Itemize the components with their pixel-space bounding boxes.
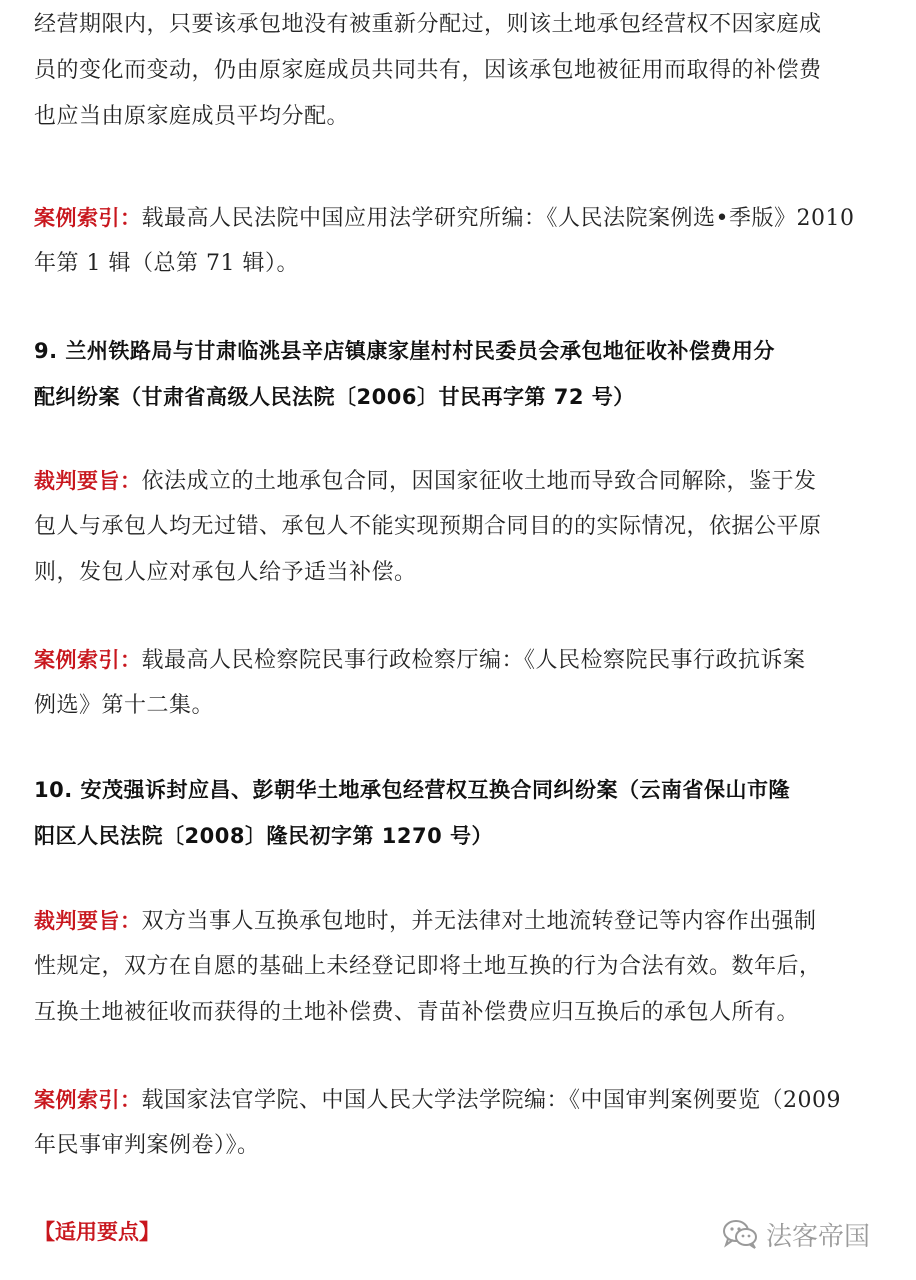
text-line: 载最高人民检察院民事行政检察厅编：《人民检察院民事行政抗诉案 <box>141 648 806 673</box>
text-line: 载最高人民法院中国应用法学研究所编：《人民法院案例选•季版》2010 <box>141 206 855 231</box>
case-reference-9 <box>34 637 894 729</box>
text-line: 载国家法官学院、中国人民大学法学院编：《中国审判案例要览（2009 <box>141 1088 841 1113</box>
watermark <box>722 1212 870 1256</box>
reference-label: 案例索引： <box>34 206 142 230</box>
text-line: 经营期限内，只要该承包地没有被重新分配过，则该土地承包经营权不因家庭成 <box>34 12 822 37</box>
text-line: 则，发包人应对承包人给予适当补偿。 <box>34 560 417 585</box>
reference-label: 案例索引： <box>34 648 142 672</box>
text-line: 包人与承包人均无过错、承包人不能实现预期合同目的的实际情况，依据公平原 <box>34 514 822 539</box>
text-line: 互换土地被征收而获得的土地补偿费、青苗补偿费应归互换后的承包人所有。 <box>34 1000 800 1025</box>
watermark-text: 法客帝国 <box>766 1221 871 1252</box>
text-line: 也应当由原家庭成员平均分配。 <box>34 104 350 129</box>
case-reference-10 <box>34 1077 894 1169</box>
text-line: 依法成立的土地承包合同，因国家征收土地而导致合同解除，鉴于发 <box>141 469 817 494</box>
case-10-heading <box>34 767 894 859</box>
case-10-gist <box>34 898 894 1036</box>
case-9-gist <box>34 458 894 596</box>
heading-line: 9. 兰州铁路局与甘肃临洮县辛店镇康家崖村村民委员会承包地征收补偿费用分 <box>34 339 775 363</box>
reference-label: 案例索引： <box>34 1088 142 1112</box>
wechat-icon <box>722 1219 758 1249</box>
text-line: 双方当事人互换承包地时，并无法律对土地流转登记等内容作出强制 <box>141 909 817 934</box>
heading-line: 阳区人民法院〔2008〕隆民初字第 1270 号） <box>34 824 494 848</box>
gist-label: 裁判要旨： <box>34 909 142 933</box>
heading-line: 10. 安茂强诉封应昌、彭朝华土地承包经营权互换合同纠纷案（云南省保山市隆 <box>34 778 791 802</box>
text-line: 性规定，双方在自愿的基础上未经登记即将土地互换的行为合法有效。数年后， <box>34 954 822 979</box>
section-heading: 【适用要点】 <box>34 1220 160 1244</box>
case-9-heading <box>34 328 894 420</box>
text-line: 年民事审判案例卷）》。 <box>34 1133 260 1158</box>
text-line: 员的变化而变动，仍由原家庭成员共同共有，因该承包地被征用而取得的补偿费 <box>34 58 822 83</box>
paragraph-intro <box>34 2 894 140</box>
gist-label: 裁判要旨： <box>34 469 142 493</box>
text-line: 年第 1 辑（总第 71 辑）。 <box>34 251 299 276</box>
heading-line: 配纠纷案（甘肃省高级人民法院〔2006〕甘民再字第 72 号） <box>34 385 635 409</box>
case-reference-1 <box>34 195 894 287</box>
text-line: 例选》第十二集。 <box>34 693 215 718</box>
